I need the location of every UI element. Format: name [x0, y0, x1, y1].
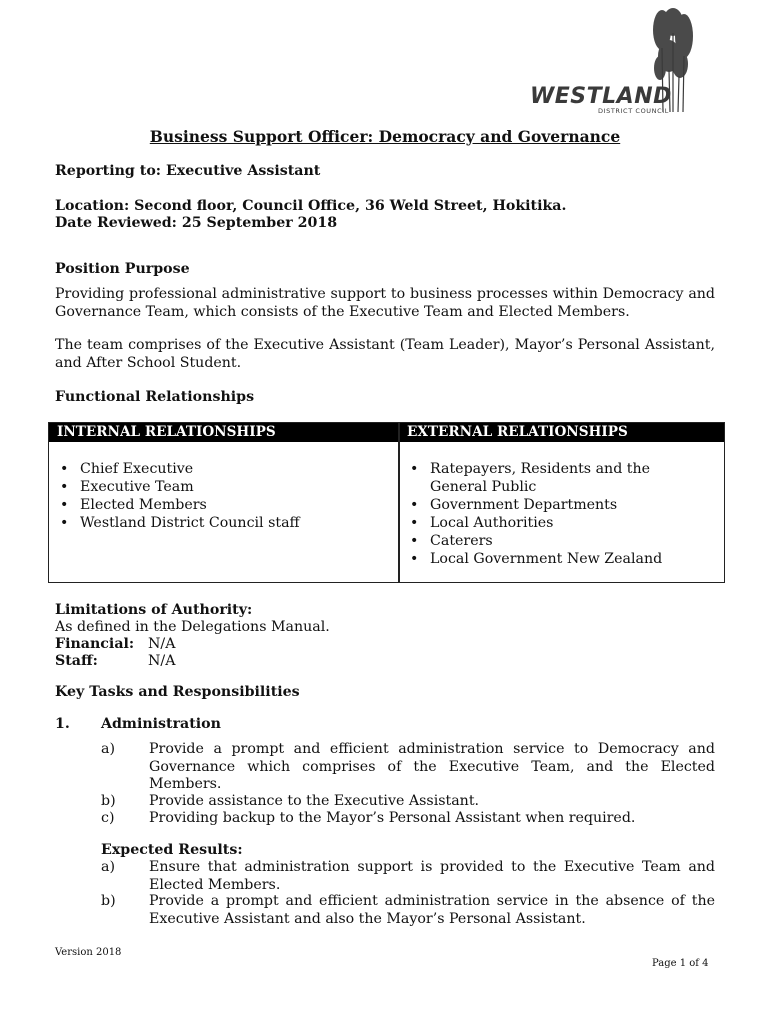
- financial-label: Financial:: [55, 636, 135, 652]
- staff-value: N/A: [148, 653, 176, 669]
- financial-value: N/A: [148, 636, 176, 652]
- expected-letter: b): [101, 893, 116, 909]
- list-item: • Elected Members: [56, 496, 386, 514]
- expected-text: Provide a prompt and efficient administration service in the absence of the Executive Assistant and also the Mayor’s Personal Assistant.: [149, 893, 715, 927]
- list-item: • Government Departments: [406, 496, 676, 514]
- section-number: 1.: [55, 716, 70, 732]
- list-item: • Chief Executive: [56, 460, 386, 478]
- position-purpose-paragraph-1: Providing professional administrative support to business processes within Democracy and Governance Team, which consists of the Executive Team and Elected Members.: [55, 286, 715, 320]
- item-letter: b): [101, 793, 116, 809]
- page-title: Business Support Officer: Democracy and Governance: [149, 127, 621, 146]
- list-item: • Westland District Council staff: [56, 514, 386, 532]
- location: Location: Second floor, Council Office, 36 Weld Street, Hokitika.: [55, 198, 567, 214]
- expected-letter: a): [101, 859, 115, 875]
- list-item: • Local Government New Zealand: [406, 550, 676, 568]
- footer-page-number: Page 1 of 4: [652, 958, 709, 969]
- item-text: Providing backup to the Mayor’s Personal Assistant when required.: [149, 810, 636, 826]
- westland-logo: [528, 8, 703, 116]
- position-purpose-paragraph-2: The team comprises of the Executive Assistant (Team Leader), Mayor’s Personal Assistant, and After School Student.: [55, 337, 715, 371]
- item-letter: a): [101, 741, 115, 757]
- list-item: • Executive Team: [56, 478, 386, 496]
- external-relationships-header: EXTERNAL RELATIONSHIPS: [399, 423, 724, 442]
- logo-subtitle: DISTRICT COUNCIL: [598, 107, 669, 115]
- logo-wordmark: WESTLAND: [530, 84, 672, 109]
- list-item: • Local Authorities: [406, 514, 676, 532]
- staff-label: Staff:: [55, 653, 98, 669]
- internal-relationships-header: INTERNAL RELATIONSHIPS: [49, 423, 398, 442]
- list-item: • Caterers: [406, 532, 676, 550]
- expected-text: Ensure that administration support is provided to the Executive Team and Elected Members.: [149, 859, 715, 893]
- footer-version: Version 2018: [55, 947, 122, 958]
- internal-relationships-list: [56, 460, 386, 532]
- reporting-to: Reporting to: Executive Assistant: [55, 163, 321, 179]
- item-text: Provide a prompt and efficient administration service to Democracy and Governance which comprises of the Executive Team, and the Elected Members.: [149, 741, 715, 792]
- external-relationships-list: [406, 460, 676, 568]
- expected-results-heading: Expected Results:: [101, 842, 243, 858]
- relationships-table: [48, 422, 725, 583]
- item-text: Provide assistance to the Executive Assistant.: [149, 793, 480, 809]
- limitations-text: As defined in the Delegations Manual.: [55, 619, 330, 635]
- date-reviewed: Date Reviewed: 25 September 2018: [55, 215, 338, 231]
- list-item: • Ratepayers, Residents and the General Public: [406, 460, 676, 496]
- section-title: Administration: [101, 716, 221, 732]
- functional-relationships-heading: Functional Relationships: [55, 389, 255, 405]
- position-purpose-heading: Position Purpose: [55, 261, 190, 277]
- column-divider: [398, 423, 400, 582]
- item-letter: c): [101, 810, 115, 826]
- key-tasks-heading: Key Tasks and Responsibilities: [55, 684, 300, 700]
- limitations-heading: Limitations of Authority:: [55, 602, 253, 618]
